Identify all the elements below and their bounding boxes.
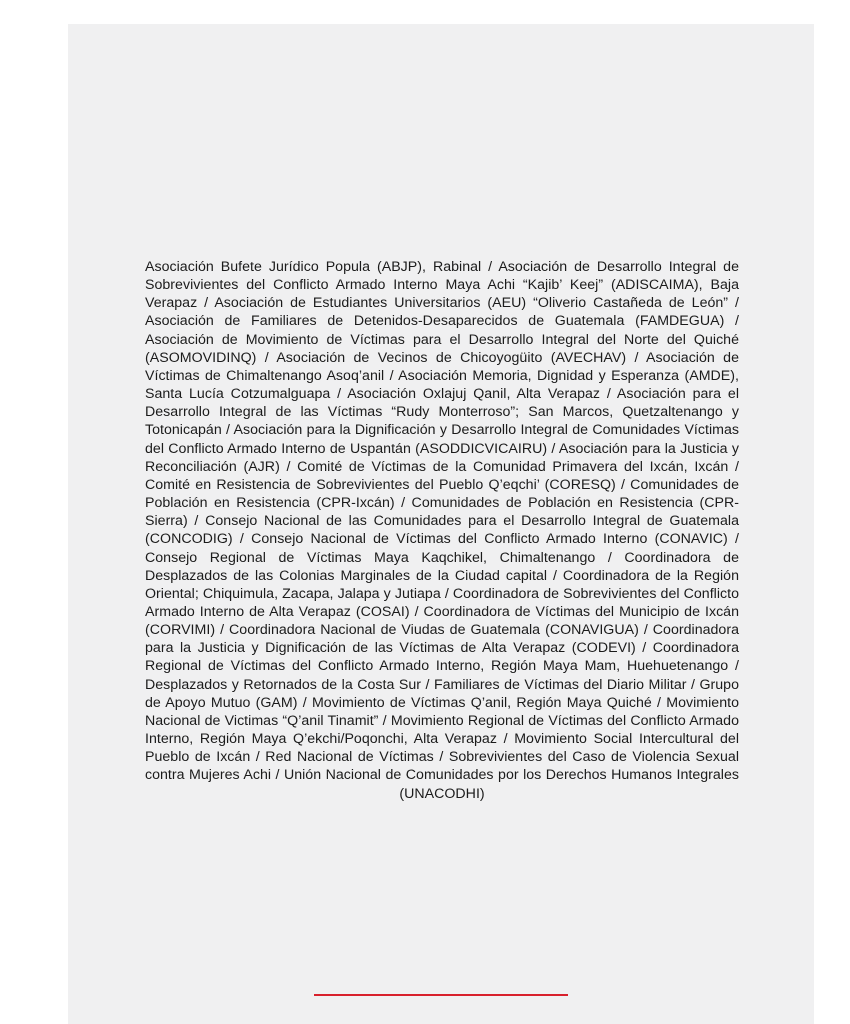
organizations-paragraph: Asociación Bufete Jurídico Popula (ABJP), Rabinal / Asociación de Desarrollo Integral de Sobrevivientes del Conflicto Armado Interno Maya Achi “Kajib’ Keej” (ADISCAIMA), Baja Verapaz / Asociación de Estudiantes Universitarios (AEU) “Oliverio Castañeda de León” / Asociación de Familiares de Detenidos-Desaparecidos de Guatemala (FAMDEGUA) / Asociación de Movimiento de Víctimas para el Desarrollo Integral del Norte del Quiché (ASOMOVIDINQ) / Asociación de Vecinos de Chicoyogüito (AVECHAV) / Asociación de Víctimas de Chimaltenango Asoq’anil / Asociación Memoria, Dignidad y Esperanza (AMDE), Santa Lucía Cotzumalguapa / Asociación Oxlajuj Qanil, Alta Verapaz / Asociación para el Desarrollo Integral de las Víctimas “Rudy Monterroso”; San Marcos, Quetzaltenango y Totonicapán / Asociación para la Dignificación y Desarrollo Integral de Comunidades Víctimas del Conflicto Armado Interno de Uspantán (ASODDICVICAIRU) / Asociación para la Justicia y Reconciliación (AJR) / Comité de Víctimas de la Comunidad Primavera del Ixcán, Ixcán / Comité en Resistencia de Sobrevivientes del Pueblo Q’eqchi’ (CORESQ) / Comunidades de Población en Resistencia (CPR-Ixcán) / Comunidades de Población en Resistencia (CPR-Sierra) / Consejo Nacional de las Comunidades para el Desarrollo Integral de Guatemala (CONCODIG) / Consejo Nacional de Víctimas del Conflicto Armado Interno (CONAVIC) / Consejo Regional de Víctimas Maya Kaqchikel, Chimaltenango / Coordinadora de Desplazados de las Colonias Marginales de la Ciudad capital / Coordinadora de la Región Oriental; Chiquimula, Zacapa, Jalapa y Jutiapa / Coordinadora de Sobrevivientes del Conflicto Armado Interno de Alta Verapaz (COSAI) / Coordinadora de Víctimas del Municipio de Ixcán (CORVIMI) / Coordinadora Nacional de Viudas de Guatemala (CONAVIGUA) / Coordinadora para la Justicia y Dignificación de las Víctimas de Alta Verapaz (CODEVI) / Coordinadora Regional de Víctimas del Conflicto Armado Interno, Región Maya Mam, Huehuetenango / Desplazados y Retornados de la Costa Sur / Familiares de Víctimas del Diario Militar / Grupo de Apoyo Mutuo (GAM) / Movimiento de Víctimas Q’anil, Región Maya Quiché / Movimiento Nacional de Victimas “Q’anil Tinamit” / Movimiento Regional de Víctimas del Conflicto Armado Interno, Región Maya Q’ekchi/Poqonchi, Alta Verapaz / Movimiento Social Intercultural del Pueblo de Ixcán / Red Nacional de Víctimas / Sobrevivientes del Caso de Violencia Sexual contra Mujeres Achi / Unión Nacional de Comunidades por los Derechos Humanos Integrales (UNACODHI) bbox=[145, 259, 739, 802]
accent-rule bbox=[314, 994, 568, 996]
